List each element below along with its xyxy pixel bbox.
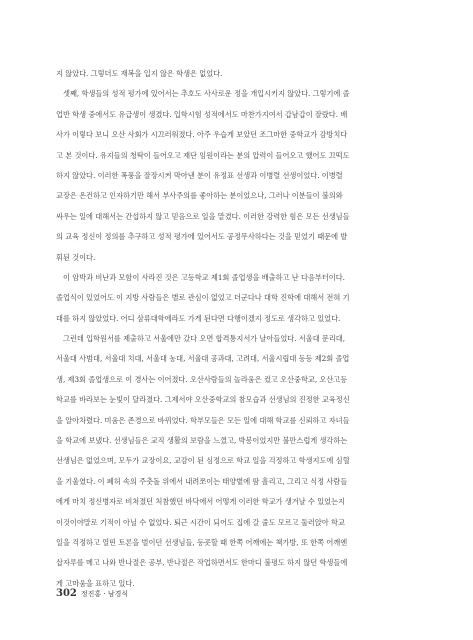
text-line: 서울대 사범대, 서울대 치대, 서울대 농대, 서울대 공과대, 고려대, 서울시립대 등등 제2회 졸업 (56, 354, 350, 364)
text-line: 그런데 입학원서를 제출하고 서울에만 갔다 오면 합격통지서가 날아들었다. 서울대 문리대, (63, 334, 346, 344)
page-footer (56, 588, 128, 599)
text-line: 생, 제3회 졸업생으로 이 경사는 이어졌다. 오산사람들의 놀라움은 컸고 오산중학교, 오산고등 (56, 374, 348, 384)
text-line: 업반 학생 중에서도 유급생이 생겼다. 입학시험 성적에서도 마찬가지여서 갑남갑이 잘랐다. 배 (56, 109, 348, 119)
text-line: 교장은 온건하고 인자하기만 해서 부사주의를 좋아하는 분이었으나, 그러나 이분들이 불의와 (56, 191, 343, 201)
text-line: 졸업식이 있었어도 이 지방 사람들은 별로 관심이 없었고 더군다나 대학 진학에 대해서 전혀 기 (56, 293, 350, 303)
text-line: 삽자루를 메고 나와 반나절은 공부, 반나절은 작업하면서도 한마디 불평도 하지 않던 학생들에 (56, 558, 348, 568)
text-line: 의 교육 정신이 정의를 추구하고 성적 평가에 있어서도 공정무사하다는 것을 믿었기 때문에 발 (56, 232, 348, 242)
footer-author: 정진홍 · 남경식 (80, 590, 129, 598)
page-number: 302 (56, 588, 77, 599)
text-line: 대를 하지 않았었다. 어디 삼류대학에라도 가게 된다면 다행이겠지 정도로 생각하고 있었다. (56, 313, 341, 323)
text-line: 이 암박과 비난과 모함이 사라진 것은 고등학교 제1회 졸업생을 배출하고 난 다음부터이다. (63, 272, 345, 282)
document-body (56, 64, 428, 594)
text-line: 싸우는 일에 대해서는 간섭하지 않고 믿음으로 일을 맡겼다. 이러한 강력한 힘은 모든 선생님들 (56, 211, 350, 221)
text-line: 일을 걱정하고 열띤 토론을 벌이던 선생님들, 등굣할 때 한쪽 어깨에는 책가방, 또 한쪽 어깨엔 (56, 537, 348, 547)
text-line: 을 기울였다. 이 폐허 속의 주춧돌 위에서 내려쪼이는 태양볕에 땀 흘리고, 그리고 식정 사람들 (56, 476, 348, 486)
text-line: 고 본 것이다. 유지들의 청탁이 들어오고 재단 임원이라는 분의 압력이 들어오고 했어도 끄떡도 (56, 150, 350, 160)
text-line: 이것이야말로 기적이 아닐 수 없었다. 퇴근 시간이 되어도 집에 갈 줄도 모르고 둘러앉아 학교 (56, 517, 345, 527)
text-line: 지 않았다. 그렇더도 재복을 입지 않은 학생은 없었다. (56, 69, 223, 78)
text-line: 학교를 바라보는 눈빛이 달라졌다. 그제서야 오산중학교의 참모습과 선생님의 진정한 교육정신 (56, 395, 350, 405)
text-line: 을 학교에 보냈다. 선생님들은 교직 생활의 보람을 느꼈고, 박봉이었지만 불만스럽게 생각하는 (56, 436, 348, 446)
text-line: 에게 마치 정신병자로 비쳐졌던 처참했던 바닥에서 어떻게 이러한 학교가 생겨날 수 있었는지 (56, 497, 345, 507)
text-line: 휘된 것이다. (56, 252, 96, 262)
text-line: 선생님은 없었으며, 모두가 교장이요, 교감이 된 심정으로 학교 일을 걱정하고 학생지도에 심혈 (56, 456, 350, 466)
text-line: 사가 이렇다 보니 오산 사회가 시끄러워졌다. 아주 우습게 보았던 조그마한 중학교가 감방치다 (56, 130, 348, 140)
text-line: 게 고마움을 표하고 있다. (56, 578, 135, 588)
text-line: 하지 않았다. 이러한 폭풍을 잘장시켜 막아낸 분이 유정표 선생과 이병렬 선생이었다. 이병렬 (56, 170, 343, 180)
text-line: 을 알아차렸다. 미움은 존경으로 바뀌었다. 학부모들은 모든 일에 대해 학교를 신뢰하고 자녀들 (56, 415, 350, 425)
text-line: 셋째, 학생들의 성적 평가에 있어서는 추호도 사사로운 정을 개입시키지 않았다. 그렇기에 졸 (63, 89, 350, 99)
